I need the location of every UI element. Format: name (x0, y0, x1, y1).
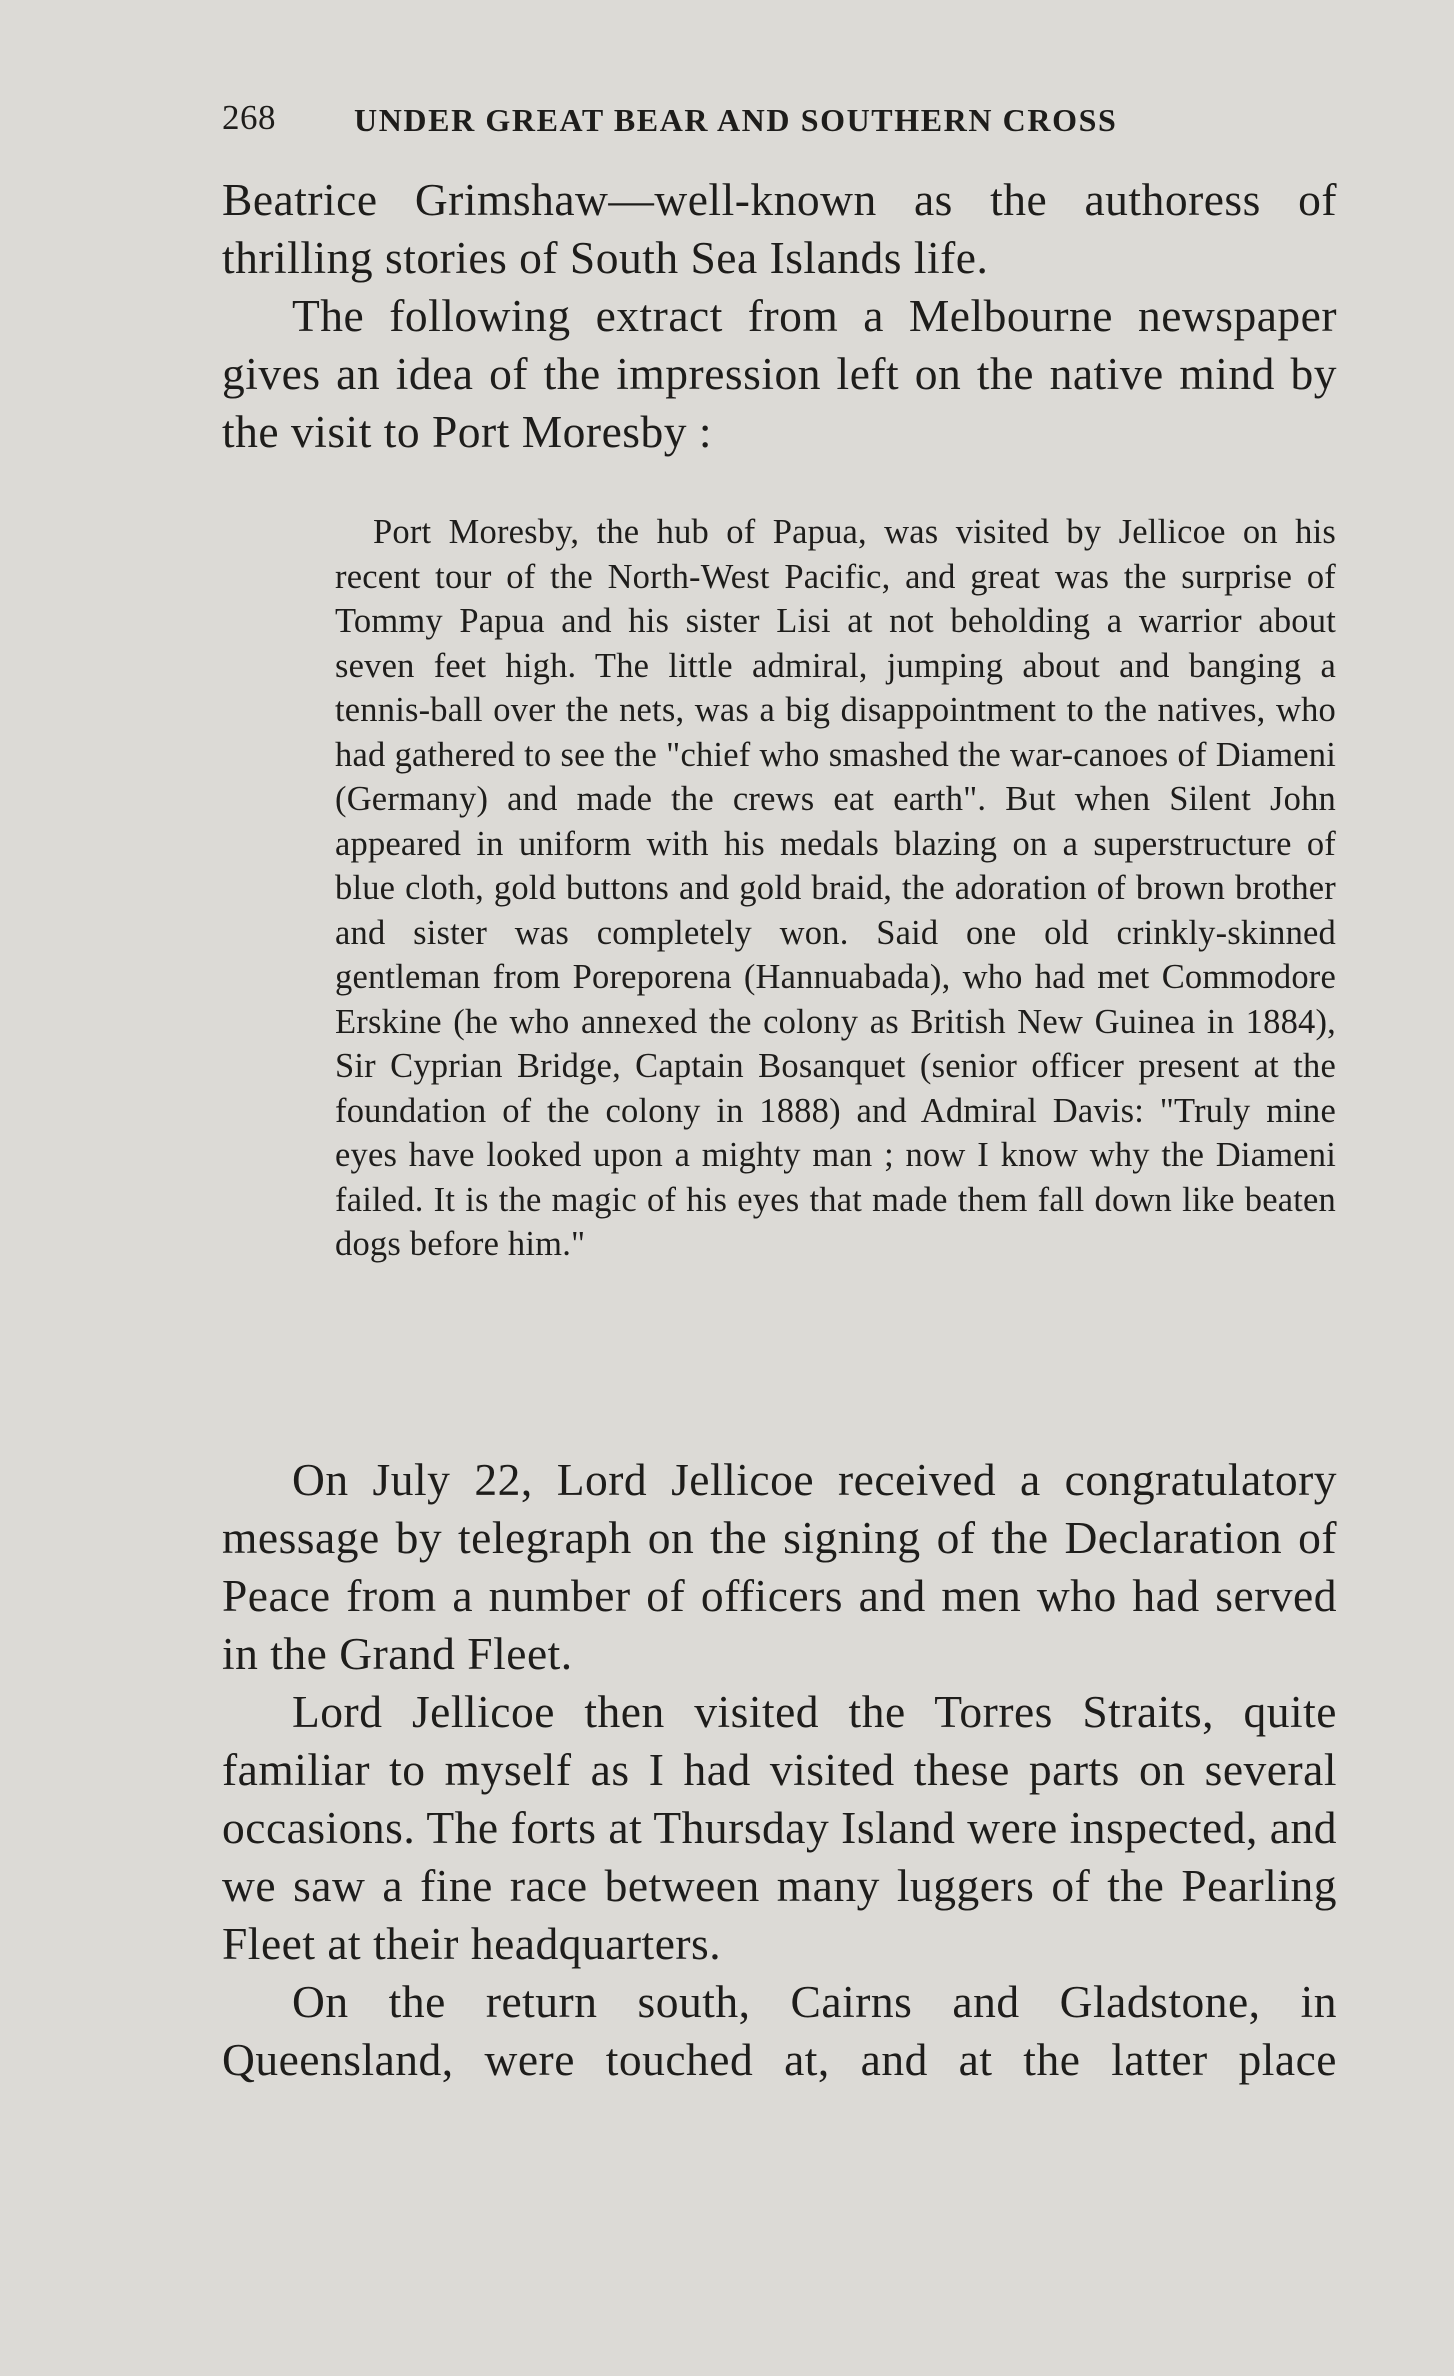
paragraph-extract-intro: The following extract from a Melbourne newspaper gives an idea of the impression left on the native mind by the visit to Port Moresby : (222, 290, 1337, 457)
paragraph-return-south: On the return south, Cairns and Gladstone, in Queensland, were touched at, and at the latter place (222, 1976, 1337, 2085)
paragraph-continued: Beatrice Grimshaw—well-known as the authoress of thrilling stories of South Sea Islands life. (222, 174, 1337, 283)
block-quotation: Port Moresby, the hub of Papua, was visited by Jellicoe on his recent tour of the North-West Pacific, and great was the surprise of Tommy Papua and his sister Lisi at not beholding a warrior about seven feet high. The little admiral, jumping about and banging a tennis-ball over the nets, was a big disappointment to the natives, who had gathered to see the "chief who smashed the war-canoes of Diameni (Germany) and made the crews eat earth". But when Silent John appeared in uniform with his medals blazing on a superstructure of blue cloth, gold buttons and gold braid, the adoration of brown brother and sister was completely won. Said one old crinkly-skinned gentleman from Poreporena (Hannuabada), who had met Commodore Erskine (he who annexed the colony as British New Guinea in 1884), Sir Cyprian Bridge, Captain Bosanquet (senior officer present at the foundation of the colony in 1888) and Admiral Davis: "Truly mine eyes have looked upon a mighty man ; now I know why the Diameni failed. It is the magic of his eyes that made them fall down like beaten dogs before him." (335, 513, 1336, 1263)
page-number: 268 (222, 98, 276, 137)
bottom-text-block (222, 1451, 1337, 2089)
top-text-block (222, 171, 1337, 461)
running-title: UNDER GREAT BEAR AND SOUTHERN CROSS (354, 102, 1118, 138)
paragraph-july-22: On July 22, Lord Jellicoe received a congratulatory message by telegraph on the signing of the Declaration of Peace from a number of officers and men who had served in the Grand Fleet. (222, 1454, 1337, 1679)
paragraph-torres-straits: Lord Jellicoe then visited the Torres Straits, quite familiar to myself as I had visited these parts on several occasions. The forts at Thursday Island were inspected, and we saw a fine race between many luggers of the Pearling Fleet at their headquarters. (222, 1686, 1337, 1969)
running-head (222, 98, 1342, 148)
